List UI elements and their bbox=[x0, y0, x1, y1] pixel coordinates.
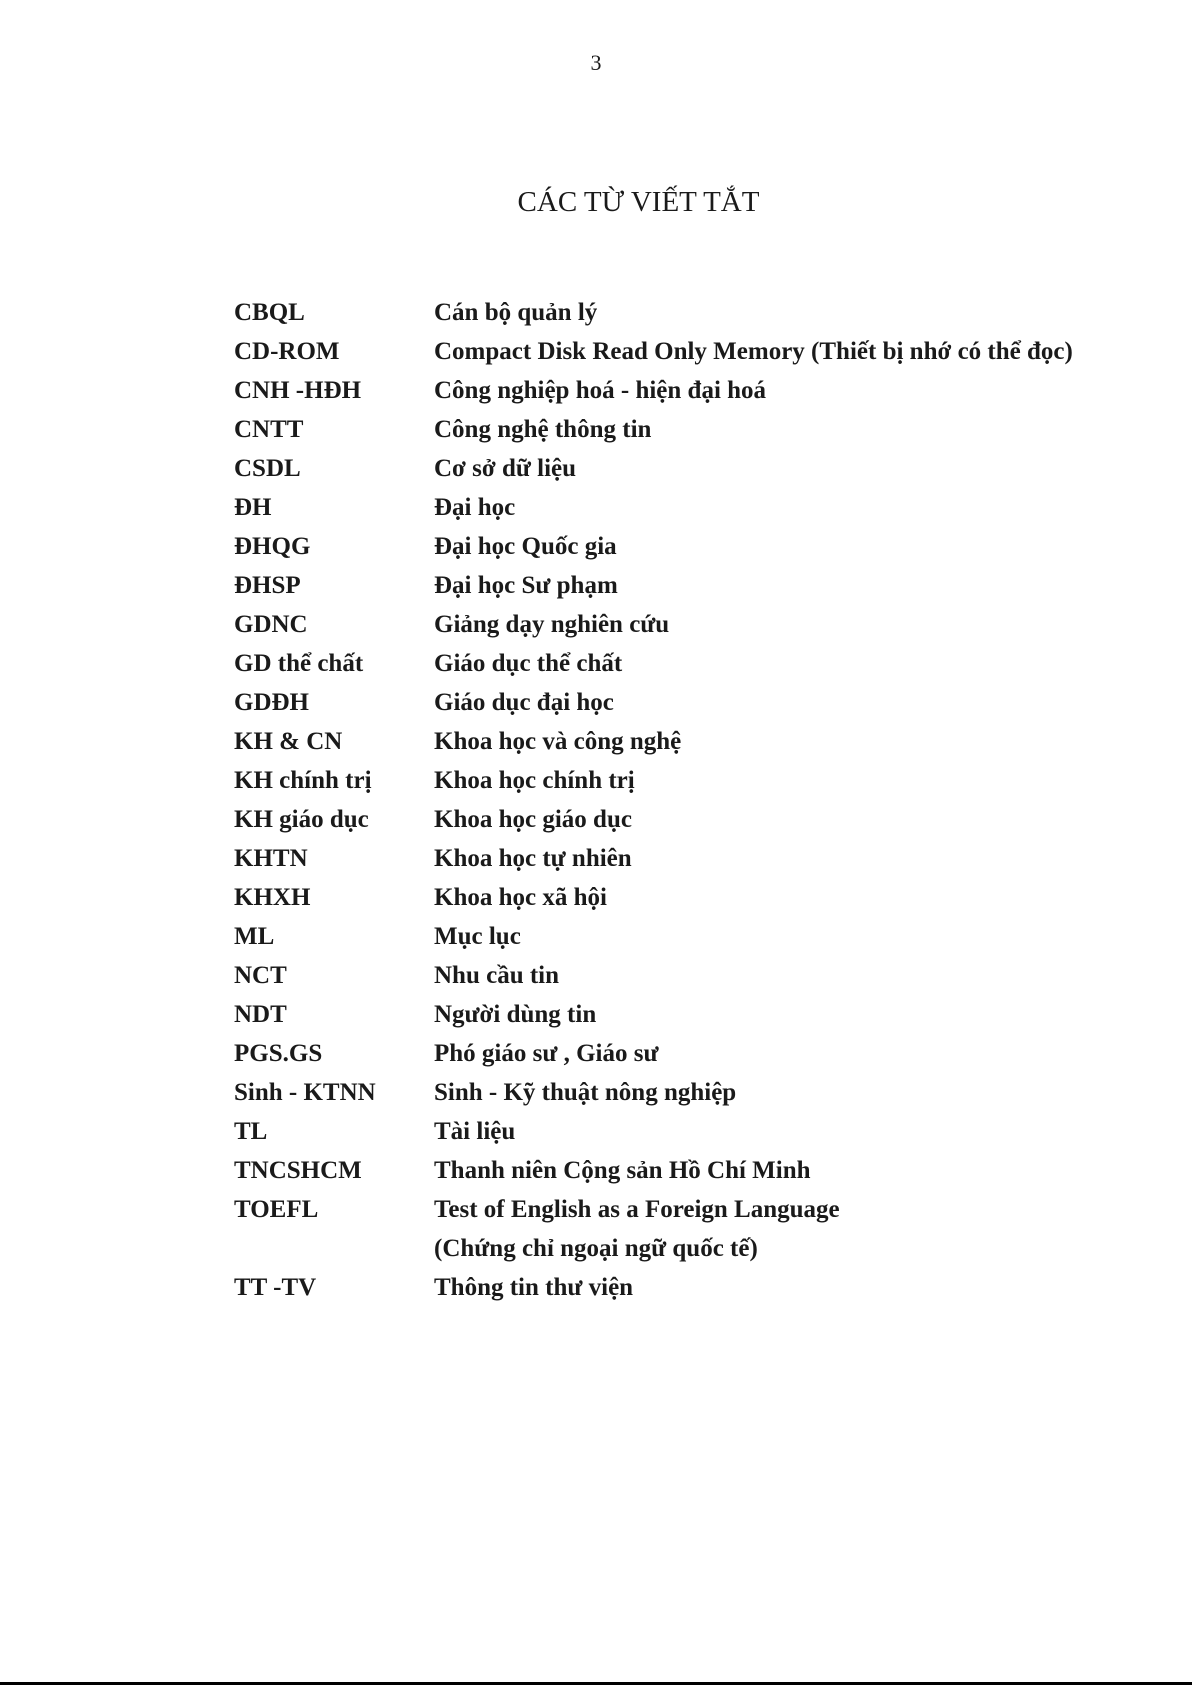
abbreviation-row bbox=[234, 488, 1094, 527]
abbreviation-definition: Mục lục bbox=[434, 923, 521, 950]
abbreviation-row bbox=[234, 293, 1094, 332]
abbreviation-definition: Giáo dục đại học bbox=[434, 689, 614, 716]
abbreviation-row bbox=[234, 839, 1094, 878]
abbreviation-row bbox=[234, 449, 1094, 488]
abbreviation-term: ĐH bbox=[234, 494, 272, 521]
abbreviation-definition: Giảng dạy nghiên cứu bbox=[434, 611, 670, 638]
abbreviation-row bbox=[234, 917, 1094, 956]
abbreviation-term: ĐHQG bbox=[234, 533, 311, 560]
abbreviation-row bbox=[234, 371, 1094, 410]
abbreviation-term: KH giáo dục bbox=[234, 806, 369, 833]
abbreviation-row bbox=[234, 956, 1094, 995]
abbreviation-definition: Tài liệu bbox=[434, 1118, 516, 1145]
abbreviation-definition: Compact Disk Read Only Memory (Thiết bị nhớ có thể đọc) bbox=[434, 338, 1073, 365]
abbreviation-term: GDĐH bbox=[234, 689, 309, 716]
abbreviation-definition: Khoa học xã hội bbox=[434, 884, 607, 911]
abbreviation-row bbox=[234, 1151, 1094, 1190]
abbreviation-definition: Đại học Quốc gia bbox=[434, 533, 617, 560]
abbreviation-term: NDT bbox=[234, 1001, 287, 1028]
abbreviation-definition: Giáo dục thể chất bbox=[434, 650, 623, 677]
abbreviation-row bbox=[234, 566, 1094, 605]
abbreviation-definition: Phó giáo sư , Giáo sư bbox=[434, 1040, 659, 1067]
abbreviation-list bbox=[234, 293, 1094, 1307]
abbreviation-term: CD-ROM bbox=[234, 338, 340, 365]
abbreviation-term: TT -TV bbox=[234, 1274, 317, 1301]
abbreviation-definition: Test of English as a Foreign Language bbox=[434, 1196, 840, 1223]
abbreviation-definition: Công nghiệp hoá - hiện đại hoá bbox=[434, 377, 767, 404]
abbreviation-row bbox=[234, 1034, 1094, 1073]
abbreviation-definition: Nhu cầu tin bbox=[434, 962, 560, 989]
page-title: CÁC TỪ VIẾT TẮT bbox=[517, 186, 760, 218]
abbreviation-row bbox=[234, 1112, 1094, 1151]
abbreviation-row bbox=[234, 644, 1094, 683]
abbreviation-row bbox=[234, 1073, 1094, 1112]
abbreviation-definition: Công nghệ thông tin bbox=[434, 416, 652, 443]
abbreviation-term: KHTN bbox=[234, 845, 308, 872]
abbreviation-term: TOEFL bbox=[234, 1196, 319, 1223]
abbreviation-term: Sinh - KTNN bbox=[234, 1079, 376, 1106]
abbreviation-term: GD thể chất bbox=[234, 650, 364, 677]
abbreviation-term: TNCSHCM bbox=[234, 1157, 362, 1184]
abbreviation-term: CSDL bbox=[234, 455, 301, 482]
abbreviation-row bbox=[234, 761, 1094, 800]
abbreviation-term: CBQL bbox=[234, 299, 305, 326]
abbreviation-term: PGS.GS bbox=[234, 1040, 323, 1067]
abbreviation-definition: Khoa học và công nghệ bbox=[434, 728, 682, 755]
abbreviation-definition: Đại học Sư phạm bbox=[434, 572, 618, 599]
abbreviation-definition: Cơ sở dữ liệu bbox=[434, 455, 577, 482]
abbreviation-row bbox=[234, 1190, 1094, 1268]
abbreviation-row bbox=[234, 605, 1094, 644]
abbreviation-term: KHXH bbox=[234, 884, 311, 911]
abbreviation-term: TL bbox=[234, 1118, 268, 1145]
abbreviation-term: CNTT bbox=[234, 416, 304, 443]
abbreviation-term: GDNC bbox=[234, 611, 308, 638]
abbreviation-term: ĐHSP bbox=[234, 572, 301, 599]
abbreviation-definition: Cán bộ quản lý bbox=[434, 299, 598, 326]
abbreviation-definition: Khoa học tự nhiên bbox=[434, 845, 632, 872]
abbreviation-definition: Thanh niên Cộng sản Hồ Chí Minh bbox=[434, 1157, 811, 1184]
abbreviation-row bbox=[234, 800, 1094, 839]
page-number: 3 bbox=[590, 50, 602, 75]
abbreviation-term: KH chính trị bbox=[234, 767, 372, 794]
abbreviation-term: ML bbox=[234, 923, 275, 950]
abbreviation-definition: Khoa học chính trị bbox=[434, 767, 635, 794]
abbreviation-definition: Đại học bbox=[434, 494, 516, 521]
abbreviation-definition: Thông tin thư viện bbox=[434, 1274, 634, 1301]
abbreviation-row bbox=[234, 878, 1094, 917]
abbreviation-row bbox=[234, 722, 1094, 761]
abbreviation-term: KH & CN bbox=[234, 728, 343, 755]
abbreviation-row bbox=[234, 332, 1094, 371]
abbreviation-row bbox=[234, 995, 1094, 1034]
abbreviation-row bbox=[234, 683, 1094, 722]
abbreviation-term: NCT bbox=[234, 962, 287, 989]
abbreviation-term: CNH -HĐH bbox=[234, 377, 362, 404]
abbreviation-definition: Người dùng tin bbox=[434, 1001, 597, 1028]
abbreviation-definition: Khoa học giáo dục bbox=[434, 806, 632, 833]
abbreviation-row bbox=[234, 527, 1094, 566]
abbreviation-definition-continued: (Chứng chỉ ngoại ngữ quốc tế) bbox=[434, 1235, 758, 1262]
abbreviation-row bbox=[234, 1268, 1094, 1307]
abbreviation-definition: Sinh - Kỹ thuật nông nghiệp bbox=[434, 1079, 737, 1106]
abbreviation-row bbox=[234, 410, 1094, 449]
